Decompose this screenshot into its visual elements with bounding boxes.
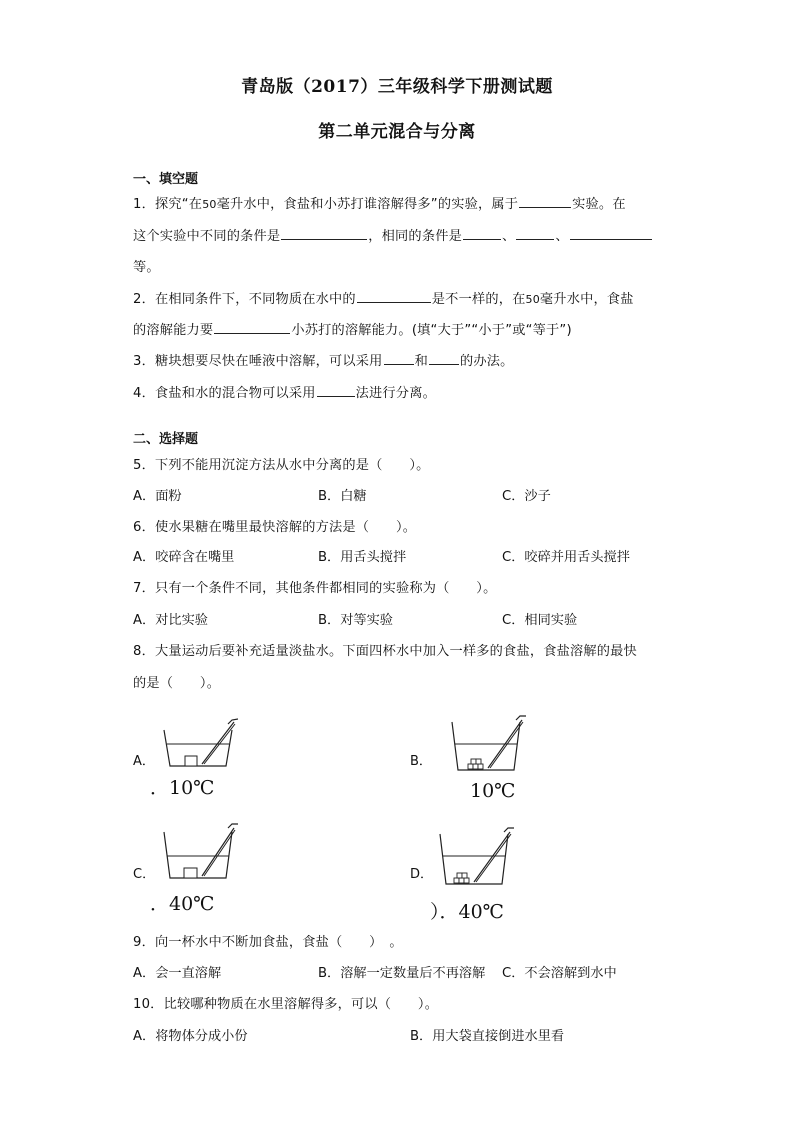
q1-text-e: ，相同的条件是 xyxy=(368,229,462,244)
q2-text-d: 的溶解能力要 xyxy=(133,323,214,338)
q8-option-a-label[interactable]: A． xyxy=(133,754,155,769)
q6-option-c[interactable]: C．咬碎并用舌头搅拌 xyxy=(502,550,630,565)
q5-option-a[interactable]: A．面粉 xyxy=(133,489,182,504)
q8-option-b-label[interactable]: B． xyxy=(410,754,432,769)
beaker-d-figure xyxy=(436,826,516,886)
page-subtitle: 第二单元混合与分离 xyxy=(318,122,476,142)
q2-blank-2[interactable] xyxy=(214,321,290,334)
q3-text-b: 和 xyxy=(414,354,428,369)
q2-text-e: 小苏打的溶解能力。(填“大于”“小于”或“等于”) xyxy=(291,323,572,338)
section-choice-heading: 二、选择题 xyxy=(133,432,199,447)
question-2-line-2 xyxy=(133,319,572,338)
q6-option-b[interactable]: B．用舌头搅拌 xyxy=(318,550,407,565)
q1-blank-1[interactable] xyxy=(519,195,571,208)
beaker-c-figure xyxy=(158,822,238,882)
q1-sep-1: 、 xyxy=(501,229,516,244)
q3-blank-1[interactable] xyxy=(384,352,414,365)
q10-option-b[interactable]: B．用大袋直接倒进水里看 xyxy=(410,1029,565,1044)
beaker-a-icon xyxy=(158,716,238,771)
beaker-d-temperature: ）．40℃ xyxy=(430,901,504,923)
q4-text-b: 法进行分离。 xyxy=(355,386,436,401)
question-4 xyxy=(133,382,436,401)
question-6-stem: 6．使水果糖在嘴里最快溶解的方法是（ ）。 xyxy=(133,520,417,535)
q8-option-c-label[interactable]: C． xyxy=(133,867,156,882)
q7-option-c[interactable]: C．相同实验 xyxy=(502,613,578,628)
beaker-b-icon xyxy=(448,714,528,774)
q1-text-b: 毫升水中，食盐和小苏打谁溶解得多”的实验，属于 xyxy=(216,197,519,212)
q10-option-a[interactable]: A．将物体分成小份 xyxy=(133,1029,248,1044)
q7-option-a[interactable]: A．对比实验 xyxy=(133,613,208,628)
beaker-c-icon xyxy=(158,822,238,882)
q2-blank-1[interactable] xyxy=(357,290,431,303)
question-1-line-1 xyxy=(133,193,626,212)
q6-option-a[interactable]: A．咬碎含在嘴里 xyxy=(133,550,235,565)
question-1-line-2 xyxy=(133,225,653,244)
q9-option-b[interactable]: B．溶解一定数量后不再溶解 xyxy=(318,966,486,981)
question-5-stem: 5．下列不能用沉淀方法从水中分离的是（ ）。 xyxy=(133,458,430,473)
question-2-line-1 xyxy=(133,288,634,307)
page-title: 青岛版（2017）三年级科学下册测试题 xyxy=(241,77,553,97)
beaker-a-temperature: ．10℃ xyxy=(150,777,215,799)
q1-blank-4[interactable] xyxy=(516,227,554,240)
q2-text-a: 2．在相同条件下，不同物质在水中的 xyxy=(133,292,356,307)
q3-text-c: 的办法。 xyxy=(459,354,514,369)
question-10-stem: 10．比较哪种物质在水里溶解得多，可以（ ）。 xyxy=(133,997,439,1012)
beaker-b-temperature: 10℃ xyxy=(470,780,516,802)
q5-option-c[interactable]: C．沙子 xyxy=(502,489,551,504)
q1-number: 50 xyxy=(202,198,217,211)
q5-option-b[interactable]: B．白糖 xyxy=(318,489,367,504)
q2-number: 50 xyxy=(525,293,540,306)
beaker-d-icon xyxy=(436,826,516,886)
question-8-stem-line-2: 的是（ ）。 xyxy=(133,676,221,691)
q8-option-d-label[interactable]: D． xyxy=(410,867,434,882)
question-3 xyxy=(133,350,514,369)
q3-blank-2[interactable] xyxy=(429,352,459,365)
q4-text-a: 4．食盐和水的混合物可以采用 xyxy=(133,386,316,401)
q1-text-a: 1．探究“在 xyxy=(133,197,203,212)
q2-text-c: 毫升水中，食盐 xyxy=(539,292,634,307)
q7-option-b[interactable]: B．对等实验 xyxy=(318,613,393,628)
question-9-stem: 9．向一杯水中不断加食盐，食盐（ ） 。 xyxy=(133,935,403,950)
beaker-b-figure xyxy=(448,714,528,774)
question-1-line-3: 等。 xyxy=(133,260,160,275)
q1-text-c: 实验。在 xyxy=(572,197,626,212)
beaker-a-figure xyxy=(158,716,238,771)
section-fill-heading: 一、填空题 xyxy=(133,172,199,187)
q1-sep-2: 、 xyxy=(555,229,569,244)
q9-option-c[interactable]: C．不会溶解到水中 xyxy=(502,966,617,981)
beaker-c-temperature: ．40℃ xyxy=(150,893,215,915)
q4-blank-1[interactable] xyxy=(317,384,355,397)
q2-text-b: 是不一样的，在 xyxy=(431,292,526,307)
question-8-stem-line-1: 8．大量运动后要补充适量淡盐水。下面四杯水中加入一样多的食盐，食盐溶解的最快 xyxy=(133,644,637,659)
q1-blank-5[interactable] xyxy=(570,227,652,240)
q1-text-d: 这个实验中不同的条件是 xyxy=(133,229,281,244)
q3-text-a: 3．糖块想要尽快在唾液中溶解，可以采用 xyxy=(133,354,383,369)
q1-blank-2[interactable] xyxy=(281,227,367,240)
question-7-stem: 7．只有一个条件不同，其他条件都相同的实验称为（ ）。 xyxy=(133,581,497,596)
q9-option-a[interactable]: A．会一直溶解 xyxy=(133,966,222,981)
q1-blank-3[interactable] xyxy=(463,227,501,240)
